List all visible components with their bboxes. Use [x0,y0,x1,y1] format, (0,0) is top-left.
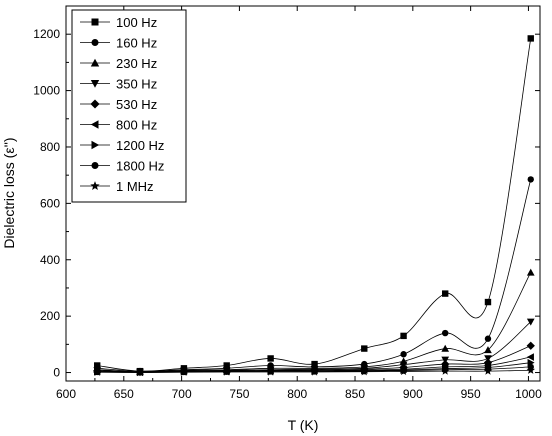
x-tick-label: 950 [460,387,481,401]
y-tick-label: 800 [39,139,60,154]
legend-label: 1200 Hz [116,138,165,153]
legend-label: 1800 Hz [116,158,165,174]
x-tick-label: 850 [345,387,366,401]
y-tick-label: 1000 [33,83,60,98]
legend-label: 1 MHz [116,179,154,194]
data-point [361,345,367,351]
x-tick-label: 900 [402,387,423,401]
legend-label: 160 Hz [116,35,158,51]
data-point [528,176,534,182]
y-tick-label: 600 [39,196,60,211]
series-line [97,272,531,371]
legend [72,10,186,202]
x-tick-label: 750 [229,387,250,401]
x-tick-label: 800 [287,387,308,401]
x-axis-title: T (K) [287,417,319,433]
data-point [400,351,406,357]
legend-marker [92,19,99,26]
legend-label: 230 Hz [116,56,158,71]
legend-label: 350 Hz [116,76,158,92]
data-point [528,35,534,41]
legend-marker [92,39,99,46]
x-tick-label: 700 [171,387,192,401]
y-tick-label: 1200 [33,27,60,42]
data-point [400,333,406,339]
legend-label: 800 Hz [116,117,158,133]
x-tick-label: 600 [55,387,77,401]
y-tick-label: 200 [39,309,60,324]
data-point [485,336,491,342]
y-tick-label: 0 [53,365,60,380]
x-tick-label: 650 [113,387,134,401]
legend-label: 530 Hz [116,97,158,112]
y-axis-title: Dielectric loss (ε'') [1,137,17,249]
data-point [267,355,273,361]
data-point [485,299,491,305]
data-point [527,269,535,276]
legend-marker [92,162,99,169]
legend-label: 100 Hz [116,15,158,30]
data-point [442,290,448,296]
data-point [442,330,448,336]
series-line [97,179,531,371]
y-tick-label: 400 [39,252,60,267]
x-tick-label: 1000 [515,387,542,401]
data-point [527,342,535,350]
